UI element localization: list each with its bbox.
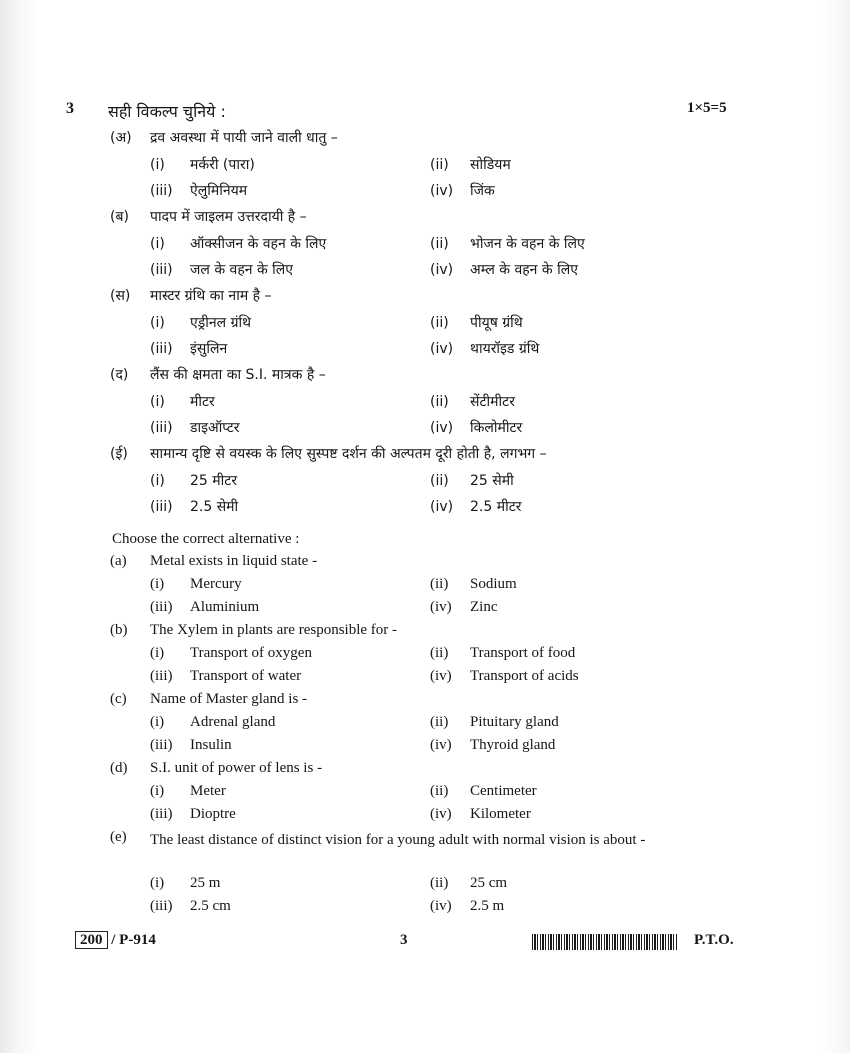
option: (iii) 2.5 सेमी (150, 499, 239, 515)
option: (iv) Kilometer (430, 806, 531, 822)
option: (i) Meter (150, 783, 226, 799)
hindi-question (0, 128, 850, 155)
english-instruction: Choose the correct alternative : (112, 531, 300, 547)
options-row (0, 576, 850, 599)
option: (iii) Aluminium (150, 599, 260, 615)
question-text: मास्टर ग्रंथि का नाम है – (150, 288, 272, 304)
options-row (0, 898, 850, 921)
option: (iii) जल के वहन के लिए (150, 262, 294, 278)
hindi-section (0, 128, 850, 523)
page-footer (0, 932, 850, 958)
option: (iii) 2.5 cm (150, 898, 231, 914)
hindi-instruction: सही विकल्प चुनिये : (108, 102, 226, 121)
question-text: The Xylem in plants are responsible for - (150, 622, 398, 638)
question-label: (e) (110, 829, 127, 845)
question-text: Name of Master gland is - (150, 691, 308, 707)
option: (i) मीटर (150, 394, 215, 410)
question-number: 3 (66, 100, 74, 117)
options-row (0, 668, 850, 691)
barcode-icon (532, 934, 678, 950)
option: (iii) इंसुलिन (150, 341, 228, 357)
question-label: (द) (110, 367, 129, 383)
question-text: द्रव अवस्था में पायी जाने वाली धातु – (150, 130, 338, 146)
question-text: S.I. unit of power of lens is - (150, 760, 323, 776)
option: (iv) जिंक (430, 183, 495, 199)
option: (iv) Zinc (430, 599, 498, 615)
options-row (0, 155, 850, 181)
english-question (0, 622, 850, 645)
option: (iv) अम्ल के वहन के लिए (430, 262, 578, 278)
english-question (0, 553, 850, 576)
hindi-question (0, 207, 850, 234)
options-row (0, 599, 850, 622)
options-row (0, 714, 850, 737)
question-text: पादप में जाइलम उत्तरदायी है – (150, 209, 307, 225)
option: (i) Adrenal gland (150, 714, 276, 730)
options-row (0, 181, 850, 207)
option: (iii) Insulin (150, 737, 232, 753)
question-label: (ई) (110, 446, 128, 462)
marks-allotted: 1×5=5 (687, 100, 727, 116)
code-box: 200 (75, 931, 108, 949)
options-row (0, 471, 850, 497)
option: (i) Mercury (150, 576, 242, 592)
hindi-question (0, 444, 850, 471)
option: (iii) डाइऑप्टर (150, 420, 240, 436)
option: (i) Transport of oxygen (150, 645, 312, 661)
option: (iv) थायरॉइड ग्रंथि (430, 341, 540, 357)
option: (iii) Transport of water (150, 668, 302, 684)
options-row (0, 645, 850, 668)
question-label: (b) (110, 622, 128, 638)
options-row (0, 875, 850, 898)
option: (iii) ऐलुमिनियम (150, 183, 248, 199)
question-label: (c) (110, 691, 127, 707)
question-label: (अ) (110, 130, 132, 146)
question-label: (d) (110, 760, 128, 776)
options-row (0, 234, 850, 260)
option: (iv) Transport of acids (430, 668, 579, 684)
question-label: (ब) (110, 209, 129, 225)
english-section (0, 553, 850, 921)
english-question (0, 760, 850, 783)
options-row (0, 806, 850, 829)
option: (ii) Pituitary gland (430, 714, 559, 730)
option: (i) ऑक्सीजन के वहन के लिए (150, 236, 327, 252)
options-row (0, 783, 850, 806)
option: (i) 25 m (150, 875, 221, 891)
question-header (0, 100, 850, 124)
option: (ii) भोजन के वहन के लिए (430, 236, 585, 252)
page-number: 3 (400, 932, 408, 948)
options-row (0, 260, 850, 286)
option: (ii) Sodium (430, 576, 517, 592)
options-row (0, 392, 850, 418)
question-text: लैंस की क्षमता का S.I. मात्रक है – (150, 367, 326, 383)
pto-label: P.T.O. (694, 932, 734, 948)
english-question (0, 829, 850, 875)
question-text: Metal exists in liquid state - (150, 553, 318, 569)
option: (ii) पीयूष ग्रंथि (430, 315, 523, 331)
option: (ii) 25 cm (430, 875, 508, 891)
option: (ii) सेंटीमीटर (430, 394, 515, 410)
option: (i) मर्करी (पारा) (150, 157, 255, 173)
option: (iv) किलोमीटर (430, 420, 523, 436)
question-label: (स) (110, 288, 131, 304)
options-row (0, 737, 850, 760)
options-row (0, 339, 850, 365)
option: (ii) Centimeter (430, 783, 537, 799)
english-question (0, 691, 850, 714)
hindi-question (0, 365, 850, 392)
question-text: The least distance of distinct vision for a young adult with normal vision is about - (150, 832, 646, 848)
options-row (0, 418, 850, 444)
option: (i) 25 मीटर (150, 473, 238, 489)
question-text: सामान्य दृष्टि से वयस्क के लिए सुस्पष्ट दर्शन की अल्पतम दूरी होती है, लगभग – (150, 446, 547, 462)
paper-code (75, 932, 156, 949)
option: (iv) 2.5 मीटर (430, 499, 522, 515)
option: (iv) Thyroid gland (430, 737, 556, 753)
option: (iv) 2.5 m (430, 898, 505, 914)
option: (i) एड्रीनल ग्रंथि (150, 315, 252, 331)
option: (ii) सोडियम (430, 157, 511, 173)
paper-id: / P-914 (111, 932, 156, 948)
question-label: (a) (110, 553, 127, 569)
option: (iii) Dioptre (150, 806, 236, 822)
option: (ii) Transport of food (430, 645, 576, 661)
option: (ii) 25 सेमी (430, 473, 514, 489)
options-row (0, 313, 850, 339)
options-row (0, 497, 850, 523)
hindi-question (0, 286, 850, 313)
